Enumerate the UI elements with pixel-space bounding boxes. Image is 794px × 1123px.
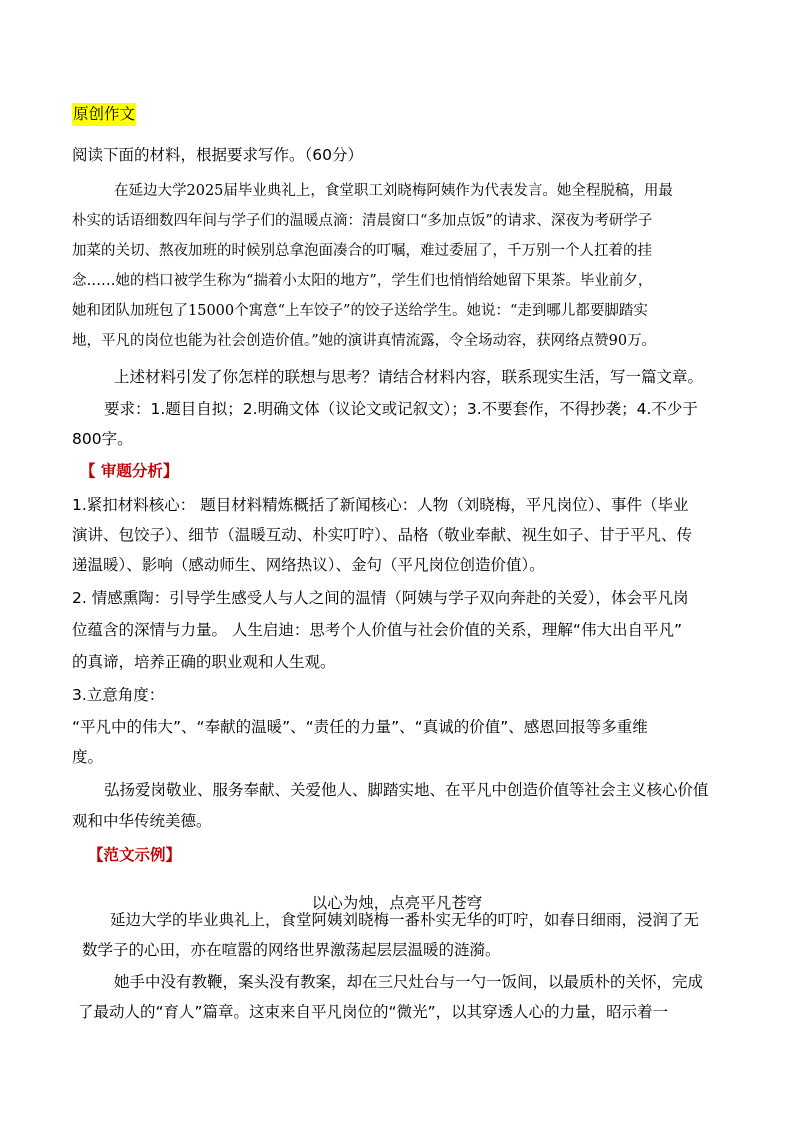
analysis-line: 1.紧扣材料核心： 题目材料精炼概括了新闻核心：人物（刘晓梅，平凡岗位）、事件（毕业 [72, 496, 689, 514]
essay-line: 延边大学的毕业典礼上，食堂阿姨刘晓梅一番朴实无华的叮咛，如春日细雨，浸润了无 [110, 911, 700, 929]
analysis-line: 演讲、包饺子）、细节（温暖互动、朴实叮咛）、品格（敬业奉献、视生如子、甘于平凡、传 [72, 526, 693, 544]
analysis-line: 观和中华传统美德。 [72, 812, 212, 830]
essay-line: 数学子的心田，亦在喧嚣的网络世界激荡起层层温暖的涟漪。 [82, 941, 501, 959]
analysis-line: 位蕴含的深情与力量。 人生启迪：思考个人价值与社会价值的关系，理解“伟大出自平凡” [72, 621, 682, 639]
essay-line: 了最动人的“育人”篇章。这束来自平凡岗位的“微光”，以其穿透人心的力量，昭示着一 [78, 1003, 669, 1021]
material-line: 她和团队加班包了15000个寓意“上车饺子”的饺子送给学生。她说：“走到哪儿都要脚踏实 [72, 303, 648, 319]
analysis-heading: 【 审题分析】 [80, 462, 179, 480]
question-line: 上述材料引发了你怎样的联想与思考？请结合材料内容，联系现实生活，写一篇文章。 [114, 368, 704, 386]
analysis-line: 3.立意角度： [72, 686, 165, 704]
analysis-line: 度。 [72, 748, 104, 766]
material-line: 朴实的话语细数四年间与学子们的温暖点滴：清晨窗口“多加点饭”的请求、深夜为考研学子 [72, 213, 653, 229]
original-essay-tag: 原创作文 [72, 103, 136, 126]
essay-line: 她手中没有教鞭，案头没有教案，却在三尺灶台与一勺一饭间，以最质朴的关怀，完成 [114, 973, 704, 991]
sample-heading: 【范文示例】 [88, 846, 182, 864]
requirements-line: 要求：1.题目自拟；2.明确文体（议论文或记叙文）；3.不要套作，不得抄袭；4.不少于 [104, 400, 698, 418]
analysis-line: 的真谛，培养正确的职业观和人生观。 [72, 653, 336, 671]
analysis-line: “平凡中的伟大”、“奉献的温暖”、“责任的力量”、“真诚的价值”、感恩回报等多重维 [72, 718, 648, 736]
material-line: 在延边大学2025届毕业典礼上，食堂职工刘晓梅阿姨作为代表发言。她全程脱稿，用最 [114, 183, 673, 199]
essay-title: 以心为烛，点亮平凡苍穹 [311, 893, 483, 912]
analysis-line: 弘扬爱岗敬业、服务奉献、关爱他人、脚踏实地、在平凡中创造价值等社会主义核心价值 [104, 781, 709, 799]
analysis-line: 2. 情感熏陶：引导学生感受人与人之间的温情（阿姨与学子双向奔赴的关爱），体会平凡岗 [72, 589, 689, 607]
prompt-line: 阅读下面的材料，根据要求写作。（60分） [72, 146, 363, 164]
analysis-line: 递温暖）、影响（感动师生、网络热议）、金句（平凡岗位创造价值）。 [72, 556, 545, 574]
material-line: 念……她的档口被学生称为“揣着小太阳的地方”，学生们也悄悄给她留下果茶。毕业前夕， [72, 273, 653, 289]
requirements-line: 800字。 [72, 430, 133, 448]
material-line: 地，平凡的岗位也能为社会创造价值。”她的演讲真情流露，令全场动容，获网络点赞90万。 [72, 333, 657, 349]
material-line: 加菜的关切、熬夜加班的时候别总拿泡面凑合的叮嘱，难过委屈了，千万别一个人扛着的挂 [72, 243, 652, 259]
